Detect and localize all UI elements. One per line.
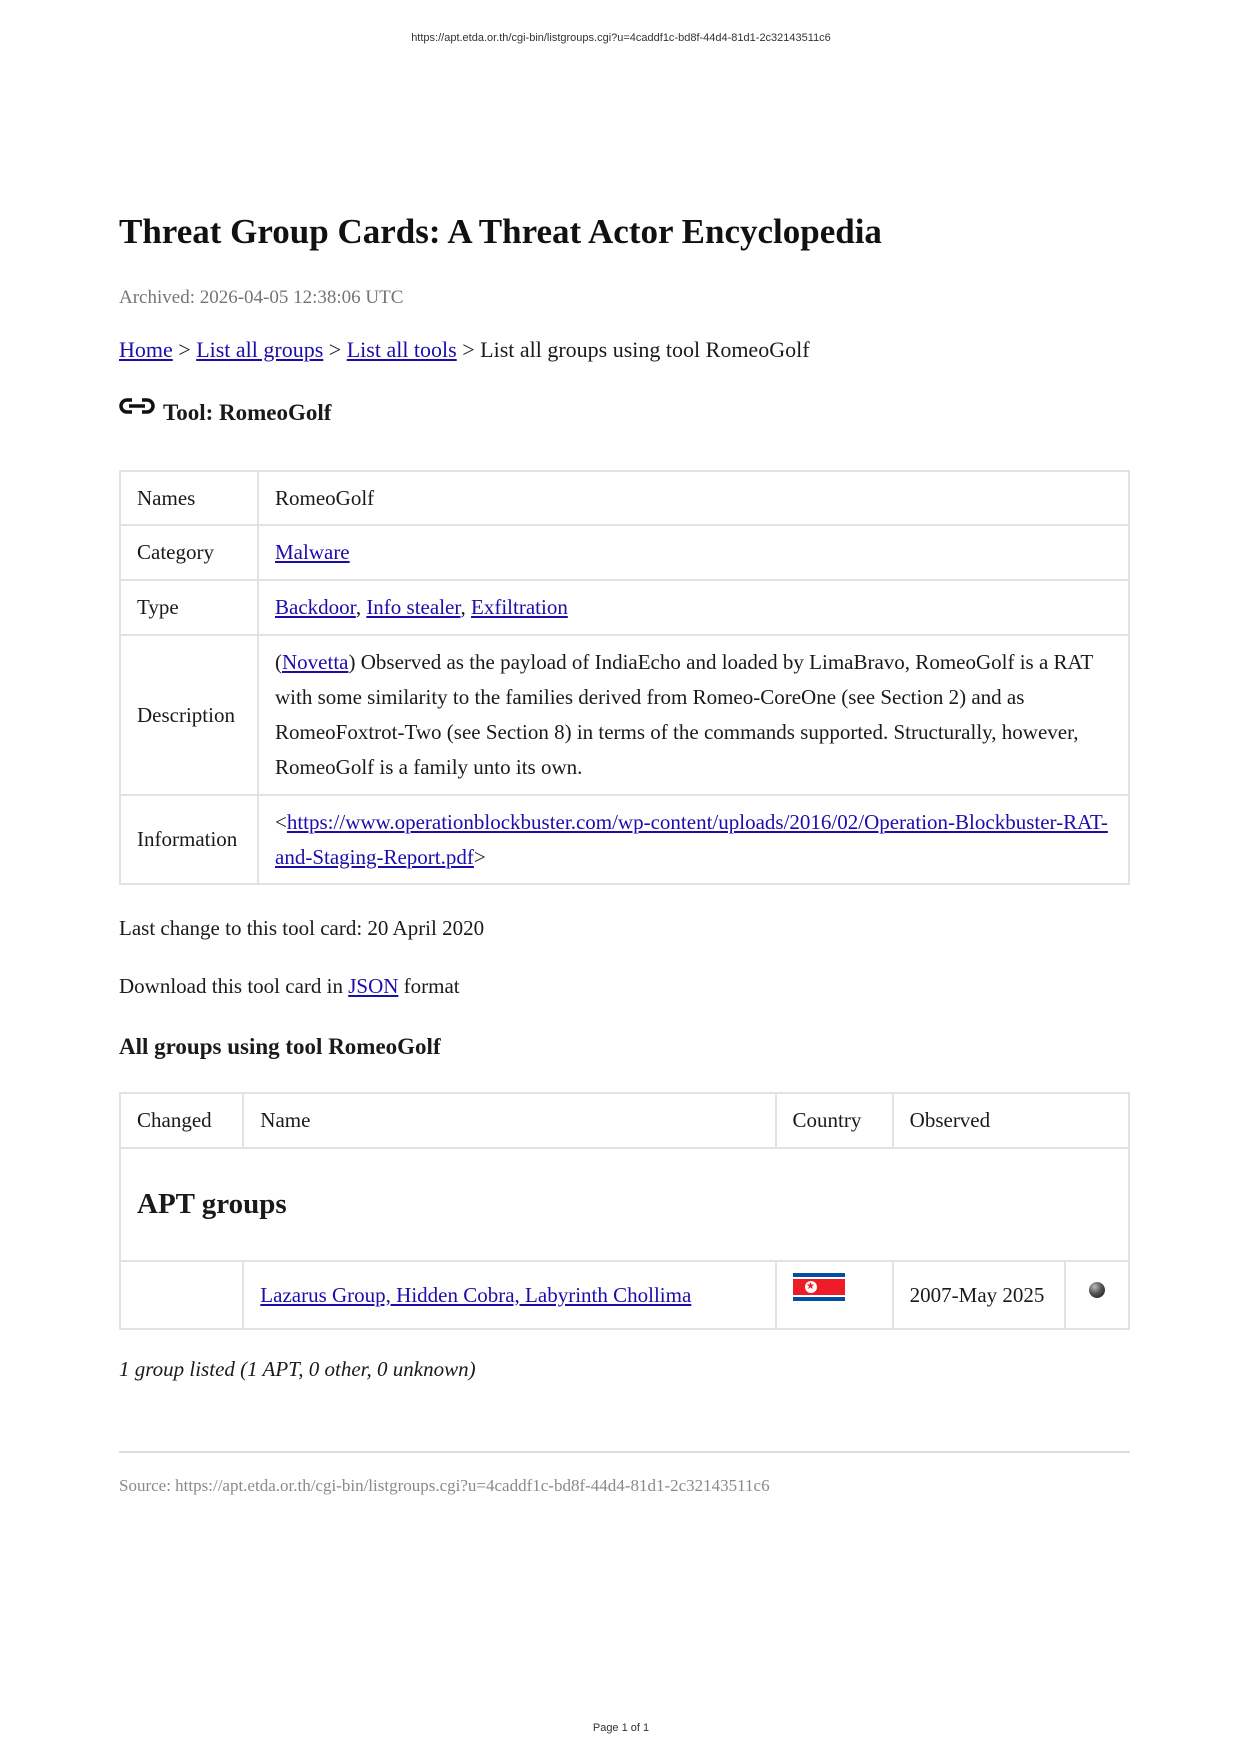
tool-heading-text: Tool: RomeoGolf bbox=[163, 400, 332, 425]
breadcrumb-list-groups-link[interactable]: List all groups bbox=[196, 337, 324, 362]
north-korea-flag-icon: ★ bbox=[793, 1273, 845, 1301]
description-text: Observed as the payload of IndiaEcho and loaded by LimaBravo, RomeoGolf is a RAT with some similarity to the families derived from Romeo-CoreOne (see Section 2) and as RomeoFoxtrot-Two (see Section 8) in terms of the commands supported. Structurally, however, RomeoGolf is a family unto its own. bbox=[275, 650, 1093, 779]
info-row-information bbox=[120, 795, 1129, 884]
group-name-link[interactable]: Lazarus Group, Hidden Cobra, Labyrinth Chollima bbox=[260, 1282, 692, 1307]
source-url: Source: https://apt.etda.or.th/cgi-bin/listgroups.cgi?u=4caddf1c-bd8f-44d4-81d1-2c32143511c6 bbox=[119, 1476, 770, 1495]
row-changed bbox=[120, 1261, 243, 1329]
download-prefix: Download this tool card in bbox=[119, 974, 343, 998]
category-label: Category bbox=[120, 525, 258, 580]
names-value: RomeoGolf bbox=[258, 471, 1129, 525]
header-name: Name bbox=[243, 1093, 775, 1148]
breadcrumb-list-tools-link[interactable]: List all tools bbox=[346, 337, 457, 362]
link-icon bbox=[119, 394, 155, 420]
table-row bbox=[120, 1261, 1129, 1329]
description-cell: (Novetta) Observed as the payload of IndiaEcho and loaded by LimaBravo, RomeoGolf is a RAT with some similarity to the families derived from Romeo-CoreOne (see Section 2) and as RomeoFoxtrot-Two (see Section 8) in terms of the commands supported. Structurally, however, RomeoGolf is a family unto its own. bbox=[258, 635, 1129, 795]
download-line bbox=[119, 974, 460, 999]
row-status-cell bbox=[1065, 1261, 1129, 1329]
breadcrumb-separator: > bbox=[178, 337, 191, 362]
groups-summary: 1 group listed (1 APT, 0 other, 0 unknown) bbox=[119, 1357, 476, 1381]
type-separator: , bbox=[355, 595, 362, 619]
tool-info-table bbox=[119, 470, 1130, 885]
json-download-link[interactable]: JSON bbox=[348, 974, 399, 998]
description-label: Description bbox=[120, 635, 258, 795]
information-report-link[interactable]: https://www.operationblockbuster.com/wp-content/uploads/2016/02/Operation-Blockbuster-RAT-and-Staging-Report.pdf bbox=[275, 809, 1108, 869]
row-country-cell bbox=[776, 1261, 893, 1329]
breadcrumb bbox=[119, 337, 810, 363]
groups-table bbox=[119, 1092, 1130, 1330]
type-label: Type bbox=[120, 580, 258, 635]
groups-header-row bbox=[120, 1093, 1129, 1148]
last-change-text: Last change to this tool card: 20 April 2020 bbox=[119, 916, 485, 940]
print-header-url: https://apt.etda.or.th/cgi-bin/listgroups.cgi?u=4caddf1c-bd8f-44d4-81d1-2c32143511c6 bbox=[411, 32, 831, 44]
info-row-category bbox=[120, 525, 1129, 580]
information-cell: <https://www.operationblockbuster.com/wp-content/uploads/2016/02/Operation-Blockbuster-RAT-and-Staging-Report.pdf> bbox=[258, 795, 1129, 884]
breadcrumb-separator: > bbox=[462, 337, 475, 362]
gray-ball-icon bbox=[1089, 1282, 1105, 1298]
header-changed: Changed bbox=[120, 1093, 243, 1148]
tool-heading bbox=[119, 400, 331, 426]
row-observed: 2007-May 2025 bbox=[893, 1261, 1066, 1329]
header-observed: Observed bbox=[893, 1093, 1129, 1148]
page-number: Page 1 of 1 bbox=[592, 1722, 650, 1734]
breadcrumb-current: List all groups using tool RomeoGolf bbox=[480, 337, 810, 362]
type-exfiltration-link[interactable]: Exfiltration bbox=[471, 595, 568, 619]
download-suffix: format bbox=[403, 974, 460, 998]
type-backdoor-link[interactable]: Backdoor bbox=[275, 595, 356, 619]
section-apt-groups: APT groups bbox=[120, 1148, 1129, 1261]
breadcrumb-separator: > bbox=[328, 337, 342, 362]
info-row-description bbox=[120, 635, 1129, 795]
groups-section-row bbox=[120, 1148, 1129, 1261]
header-country: Country bbox=[776, 1093, 893, 1148]
row-name-cell bbox=[243, 1261, 775, 1329]
names-label: Names bbox=[120, 471, 258, 525]
page-title: Threat Group Cards: A Threat Actor Encyclopedia bbox=[119, 212, 882, 251]
archived-timestamp: Archived: 2026-04-05 12:38:06 UTC bbox=[119, 287, 404, 308]
info-row-type bbox=[120, 580, 1129, 635]
information-label: Information bbox=[120, 795, 258, 884]
category-cell bbox=[258, 525, 1129, 580]
type-separator: , bbox=[460, 595, 466, 619]
type-cell bbox=[258, 580, 1129, 635]
groups-heading: All groups using tool RomeoGolf bbox=[119, 1034, 441, 1059]
divider bbox=[119, 1451, 1130, 1453]
category-malware-link[interactable]: Malware bbox=[275, 540, 350, 564]
breadcrumb-home-link[interactable]: Home bbox=[119, 337, 173, 362]
type-info-stealer-link[interactable]: Info stealer bbox=[366, 595, 461, 619]
info-row-names bbox=[120, 471, 1129, 525]
description-source-link[interactable]: Novetta bbox=[282, 650, 349, 674]
